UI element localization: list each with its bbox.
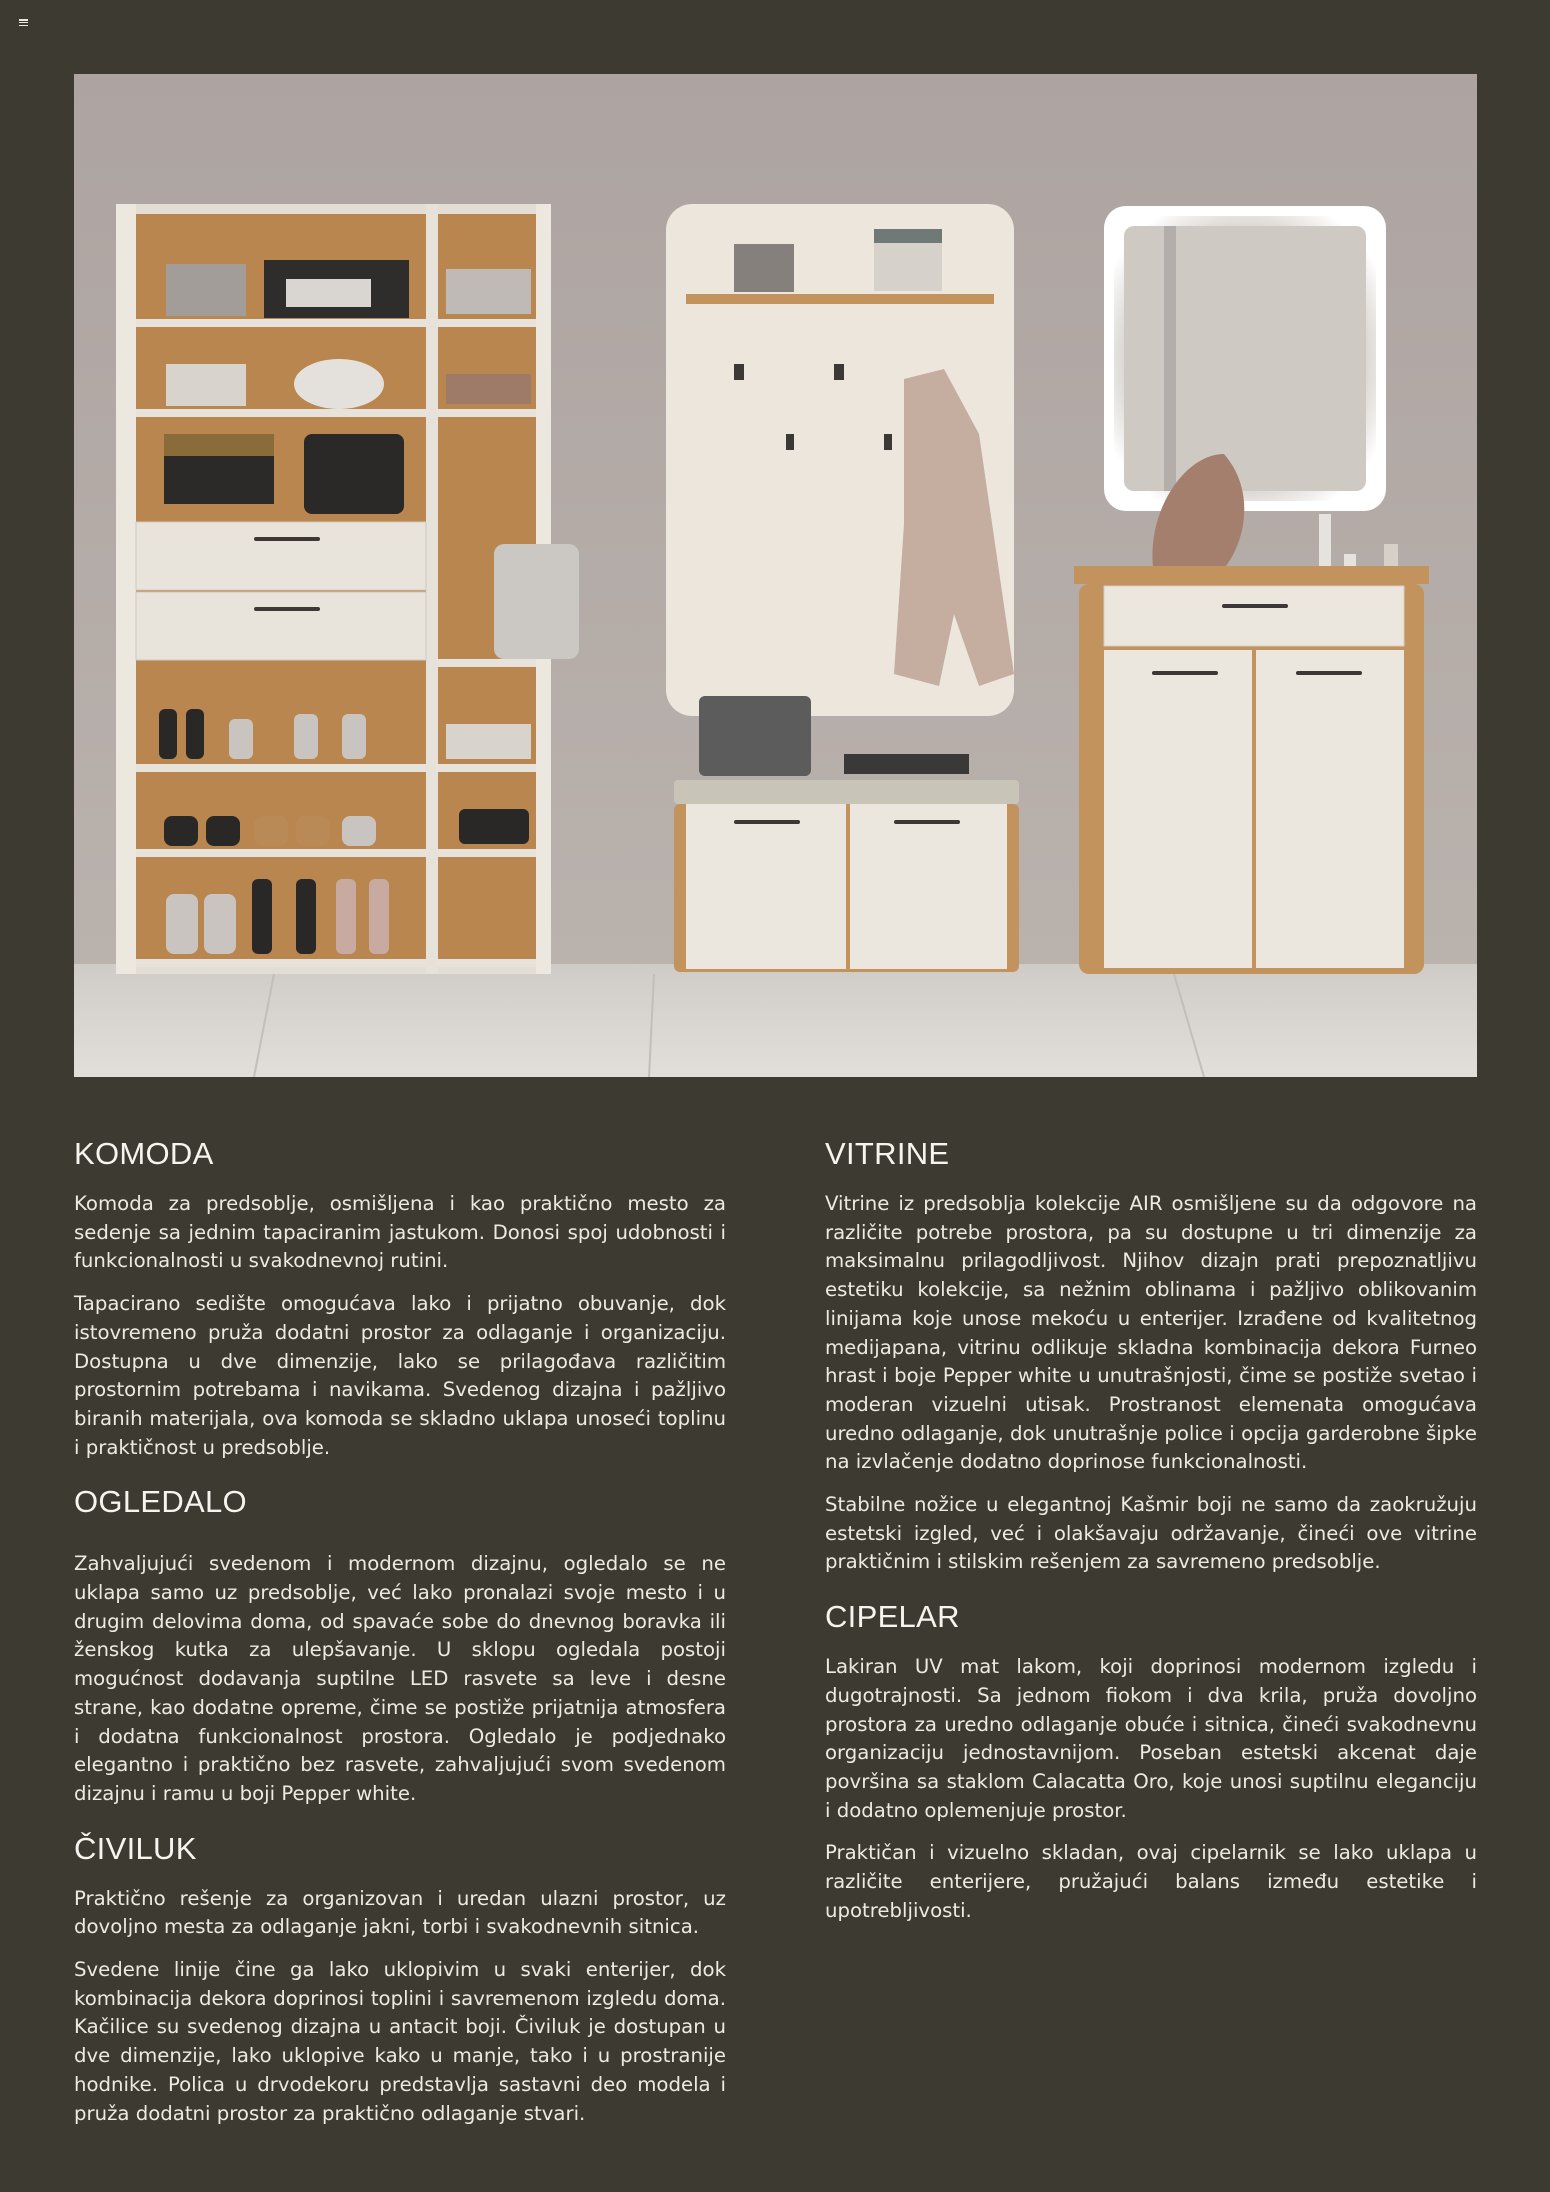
civiluk-title: ČIVILUK	[74, 1830, 197, 1866]
entryway-furniture-illustration	[74, 74, 1477, 1077]
vitrine-paragraph-2: Stabilne nožice u elegantnoj Kašmir boji ne samo da zaokružuju estetski izgled, već i olakšavaju održavanje, čineći ove vitrine praktičnim i stilskim rešenjem za savremeno predsoblje.	[825, 1493, 1477, 1574]
civiluk-panel	[666, 204, 1014, 716]
komoda-paragraph-1: Komoda za predsoblje, osmišljena i kao praktično mesto za sedenje sa jednim tapaciranim jastukom. Donosi spoj udobnosti i funkcionalnosti u svakodnevnoj rutini.	[74, 1192, 726, 1273]
ogledalo-paragraph-1: Zahvaljujući svedenom i modernom dizajnu, ogledalo se ne uklapa samo uz predsoblje, već lako pronalazi svoje mesto i u drugim delovima doma, od spavaće sobe do dnevnog boravka ili ženskog kutka za ulepšavanje. U sklopu ogledala postoji mogućnost dodavanja suptilne LED rasvete sa leve i desne strane, kao dodatne opreme, čime se postiže prijatnija atmosfera i dodatna funkcionalnost prostora. Ogledalo je podjednako elegantno i praktično bez rasvete, zahvaljujući svom svedenom dizajnu i ramu u boji Pepper white.	[74, 1552, 726, 1805]
vitrine-paragraph-1: Vitrine iz predsoblja kolekcije AIR osmišljene su da odgovore na različite potrebe prostora, pa su dostupne u tri dimenzije za maksimalnu prilagodljivost. Njihov dizajn prati prepoznatljivu estetiku kolekcije, sa nežnim oblinama i pažljivo oblikovanim linijama koje unose mekoću u enterijer. Izrađene od kvalitetnog medijapana, vitrinu odlikuje skladna kombinacija dekora Furneo hrast i boje Pepper white u unutrašnjosti, čime se postiže svetao i moderan vizuelni utisak. Prostranost elemenata omogućava uredno odlaganje, dok unutrašnje police i opcija garderobne šipke na izvlačenje dodatno doprinose funkcionalnosti.	[825, 1192, 1477, 1474]
ogledalo-mirror	[1104, 206, 1386, 511]
hamburger-menu-icon[interactable]	[19, 19, 28, 26]
cipelar-paragraph-2: Praktičan i vizuelno skladan, ovaj cipelarnik se lako uklapa u različite enterijere, pružajući balans između estetike i upotrebljivosti.	[825, 1841, 1477, 1922]
ogledalo-title: OGLEDALO	[74, 1484, 247, 1520]
hero-photo	[74, 74, 1477, 1077]
vitrine-title: VITRINE	[825, 1136, 950, 1171]
cipelar-title: CIPELAR	[825, 1599, 960, 1635]
civiluk-paragraph-2: Svedene linije čine ga lako uklopivim u svaki enterijer, dok kombinacija dekora doprinosi toplini i savremenom izgledu doma. Kačilice su svedenog dizajna u antacit boji. Čiviluk je dostupan u dve dimenzije, lako uklopive kako u manje, tako i u prostranije hodnike. Polica u drvodekoru predstavlja sastavni deo modela i pruža dodatni prostor za praktično odlaganje stvari.	[74, 1958, 726, 2125]
cipelar-paragraph-1: Lakiran UV mat lakom, koji doprinosi modernom izgledu i dugotrajnosti. Sa jednom fiokom i dva krila, pruža dovoljno prostora za uredno odlaganje obuće i sitnica, čineći svakodnevnu organizaciju jednostavnijom. Poseban estetski akcenat daje površina sa staklom Calacatta Oro, koje unosi suptilnu eleganciju i dodatno oplemenjuje prostor.	[825, 1655, 1477, 1822]
vitrine-cabinet	[116, 204, 579, 974]
cipelar-cabinet	[1074, 566, 1429, 974]
civiluk-paragraph-1: Praktično rešenje za organizovan i uredan ulazni prostor, uz dovoljno mesta za odlaganje jakni, torbi i svakodnevnih sitnica.	[74, 1886, 726, 1939]
komoda-paragraph-2: Tapacirano sedište omogućava lako i prijatno obuvanje, dok istovremeno pruža dodatni prostor za odlaganje i organizaciju. Dostupna u dve dimenzije, lako se prilagođava različitim prostornim potrebama i navikama. Svedenog dizajna i pažljivo biranih materijala, ova komoda se skladno uklapa unoseći toplinu i praktičnost u predsoblje.	[74, 1292, 726, 1459]
komoda-title: KOMODA	[74, 1136, 214, 1171]
